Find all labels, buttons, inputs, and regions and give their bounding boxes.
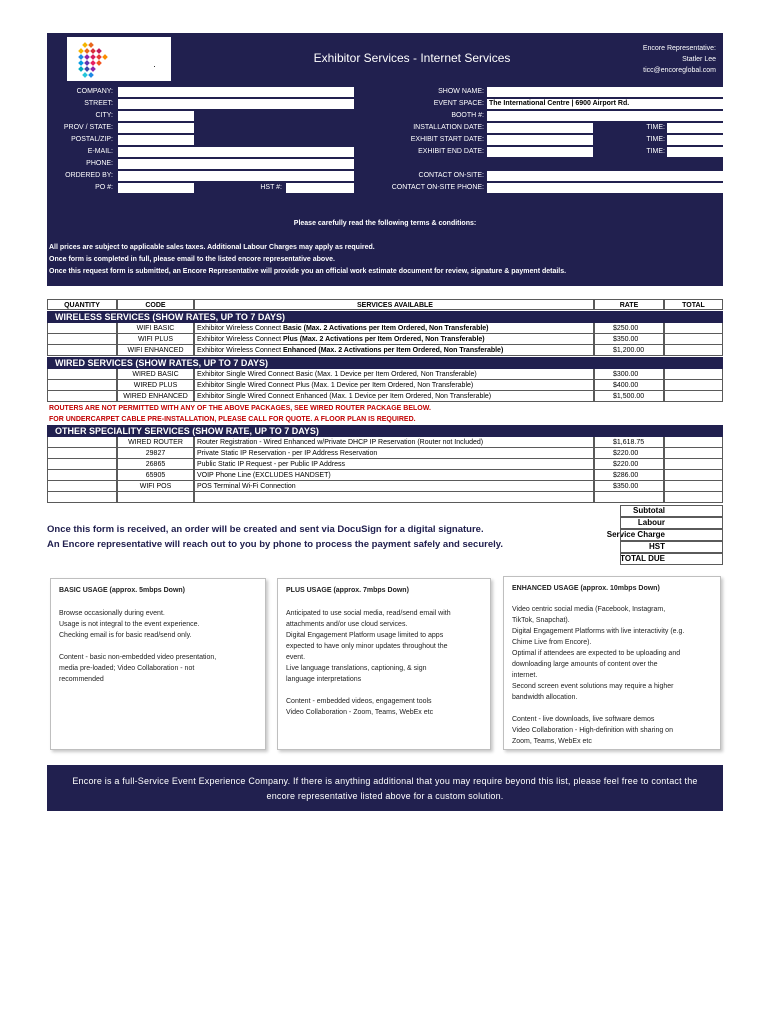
- quantity-cell[interactable]: [47, 437, 117, 448]
- description-cell: Router Registration - Wired Enhanced w/Private DHCP IP Reservation (Router not Included): [194, 437, 594, 448]
- table-row: [47, 369, 723, 380]
- plus-usage-content: [286, 696, 482, 718]
- quantity-cell[interactable]: [47, 481, 117, 492]
- code-cell: 65905: [117, 470, 194, 481]
- total-cell: [664, 345, 723, 356]
- description-cell: [194, 323, 594, 334]
- plus-line: expected to have only minor updates throughout the: [286, 643, 448, 650]
- basic-usage-content: [59, 652, 257, 685]
- city-label: CITY:: [95, 112, 113, 119]
- footer-banner: [47, 765, 723, 811]
- table-row: [47, 380, 723, 391]
- booth-field[interactable]: [487, 111, 723, 121]
- quantity-cell[interactable]: [47, 334, 117, 345]
- contact-onsite-label: CONTACT ON-SITE:: [418, 172, 484, 179]
- table-row: [47, 492, 723, 503]
- code-cell: WIRED ENHANCED: [117, 391, 194, 402]
- total-cell: [664, 334, 723, 345]
- code-cell: 26865: [117, 459, 194, 470]
- undercarpet-warning-text: FOR UNDERCARPET CABLE PRE-INSTALLATION, PLEASE CALL FOR QUOTE. A FLOOR PLAN IS REQUIRED.: [49, 416, 416, 423]
- total-header: TOTAL: [664, 299, 723, 310]
- enhanced-line: Digital Engagement Platforms with live interactivity (e.g.: [512, 628, 685, 635]
- exhibit-end-time-field[interactable]: [667, 147, 723, 157]
- plus-usage-box: [277, 578, 491, 750]
- description-cell: VOIP Phone Line (EXCLUDES HANDSET): [194, 470, 594, 481]
- rate-cell: $220.00: [594, 448, 664, 459]
- labour-field[interactable]: [620, 517, 723, 529]
- basic-line: Usage is not integral to the event experience.: [59, 621, 200, 628]
- code-cell: WIFI ENHANCED: [117, 345, 194, 356]
- rep-email: ticc@encoreglobal.com: [643, 67, 716, 74]
- plus-line: language interpretations: [286, 676, 362, 683]
- enhanced-line: downloading large amounts of content over the: [512, 661, 658, 668]
- terms-line-2: Once form is completed in full, please email to the listed encore representative above.: [49, 256, 335, 263]
- plus-line: Video Collaboration - Zoom, Teams, WebEx etc: [286, 709, 434, 716]
- subtotal-label: Subtotal: [633, 506, 665, 515]
- table-row: [47, 448, 723, 459]
- hst-total-field[interactable]: [620, 541, 723, 553]
- ordered-by-field[interactable]: [118, 171, 354, 181]
- hst-total-label: HST: [649, 542, 665, 551]
- terms-line-1: All prices are subject to applicable sales taxes. Additional Labour Charges may apply as required.: [49, 244, 375, 251]
- prov-state-label: PROV / STATE:: [63, 124, 113, 131]
- enhanced-usage-title: ENHANCED USAGE (approx. 10mbps Down): [512, 585, 660, 592]
- basic-line: Browse occasionally during event.: [59, 610, 165, 617]
- enhanced-line: Second screen event solutions may require a higher: [512, 683, 674, 690]
- rate-cell: $250.00: [594, 323, 664, 334]
- code-cell: 29827: [117, 448, 194, 459]
- subtotal-field[interactable]: [620, 505, 723, 517]
- rate-cell: $350.00: [594, 481, 664, 492]
- quantity-cell[interactable]: [47, 459, 117, 470]
- rep-name: Statler Lee: [682, 56, 716, 63]
- page-title: Exhibitor Services - Internet Services: [313, 51, 511, 65]
- description-cell: Exhibitor Single Wired Connect Basic (Max. 1 Device per Item Ordered, Non Transferable): [194, 369, 594, 380]
- exhibit-start-time-label: TIME:: [646, 136, 665, 143]
- table-row: [47, 323, 723, 334]
- service-charge-label: Service Charge: [606, 530, 665, 539]
- event-space-field[interactable]: The International Centre | 6900 Airport Rd.: [487, 99, 723, 109]
- rate-cell: $286.00: [594, 470, 664, 481]
- installation-date-field[interactable]: [487, 123, 593, 133]
- contact-onsite-phone-field[interactable]: [487, 183, 723, 193]
- quantity-cell[interactable]: [47, 345, 117, 356]
- quantity-cell[interactable]: [47, 323, 117, 334]
- quantity-header: QUANTITY: [47, 299, 117, 310]
- email-field[interactable]: [118, 147, 354, 157]
- description-bold-text: Basic (Max. 2 Activations per Item Ordered, Non Transferable): [282, 325, 489, 332]
- description-cell: Exhibitor Single Wired Connect Plus (Max. 1 Device per Item Ordered, Non Transferable): [194, 380, 594, 391]
- description-cell: [194, 345, 594, 356]
- enhanced-line: Optimal if attendees are expected to be uploading and: [512, 650, 681, 657]
- plus-line: Live language translations, captioning, & sign: [286, 665, 427, 672]
- exhibit-start-date-label: EXHIBIT START DATE:: [410, 136, 484, 143]
- quantity-cell[interactable]: [47, 369, 117, 380]
- total-cell: [664, 380, 723, 391]
- terms-heading: Please carefully read the following terms & conditions:: [293, 220, 477, 227]
- contact-onsite-field[interactable]: [487, 171, 723, 181]
- quantity-cell[interactable]: [47, 391, 117, 402]
- code-cell: WIFI BASIC: [117, 323, 194, 334]
- total-cell: [664, 369, 723, 380]
- contact-onsite-phone-label: CONTACT ON-SITE PHONE:: [391, 184, 484, 191]
- basic-usage-title: BASIC USAGE (approx. 5mbps Down): [59, 587, 186, 594]
- rate-cell: [594, 492, 664, 503]
- table-row: [47, 334, 723, 345]
- exhibit-start-date-field[interactable]: [487, 135, 593, 145]
- order-info-panel: [47, 83, 723, 286]
- enhanced-line: Video Collaboration - High-definition with sharing on: [512, 727, 673, 734]
- service-charge-field[interactable]: [620, 529, 723, 541]
- exhibit-end-date-label: EXHIBIT END DATE:: [418, 148, 484, 155]
- quantity-cell[interactable]: [47, 470, 117, 481]
- booth-label: BOOTH #:: [451, 112, 484, 119]
- code-cell: WIRED BASIC: [117, 369, 194, 380]
- basic-line: Checking email is for basic read/send only.: [59, 632, 192, 639]
- rate-cell: $350.00: [594, 334, 664, 345]
- total-cell: [664, 448, 723, 459]
- table-row: [47, 345, 723, 356]
- enhanced-line: Video centric social media (Facebook, Instagram,: [512, 606, 666, 613]
- description-text: Exhibitor Wireless Connect: [197, 336, 283, 343]
- table-row: [47, 470, 723, 481]
- enhanced-usage-box: [503, 576, 721, 750]
- total-cell: [664, 437, 723, 448]
- company-field[interactable]: [118, 87, 354, 97]
- docusign-line-2: An Encore representative will reach out to you by phone to process the payment safely and securely.: [47, 539, 503, 550]
- enhanced-line: Chime Live from Encore).: [512, 639, 592, 646]
- description-cell: Private Static IP Reservation - per IP Address Reservation: [194, 448, 594, 459]
- hst-label: HST #:: [260, 184, 282, 191]
- router-warning-text: ROUTERS ARE NOT PERMITTED WITH ANY OF THE ABOVE PACKAGES, SEE WIRED ROUTER PACKAGE BELOW.: [49, 405, 431, 412]
- code-cell: WIFI PLUS: [117, 334, 194, 345]
- exhibit-end-date-field[interactable]: [487, 147, 593, 157]
- description-bold-text: Plus (Max. 2 Activations per Item Ordered, Non Transferable): [282, 336, 485, 343]
- description-cell: Exhibitor Single Wired Connect Enhanced (Max. 1 Device per Item Ordered, Non Transferable): [194, 391, 594, 402]
- quantity-cell[interactable]: [47, 448, 117, 459]
- rate-cell: $1,618.75: [594, 437, 664, 448]
- terms-line-3: Once this request form is submitted, an Encore Representative will provide you an official work estimate document for review, signature & payment details.: [49, 268, 567, 275]
- description-cell: POS Terminal Wi-Fi Connection: [194, 481, 594, 492]
- total-cell: [664, 323, 723, 334]
- phone-field[interactable]: [118, 159, 354, 169]
- code-header: CODE: [117, 299, 194, 310]
- description-text: Exhibitor Wireless Connect: [197, 347, 283, 354]
- postal-zip-label: POSTAL/ZIP:: [71, 136, 113, 143]
- description-text: Exhibitor Wireless Connect: [197, 325, 283, 332]
- other-section-title: OTHER SPECIALITY SERVICES (SHOW RATE, UP TO 7 DAYS): [47, 425, 723, 437]
- code-cell: WIRED ROUTER: [117, 437, 194, 448]
- table-row: [47, 481, 723, 492]
- code-cell: WIFI POS: [117, 481, 194, 492]
- plus-line: attachments and/or use cloud services.: [286, 621, 408, 628]
- show-name-label: SHOW NAME:: [438, 88, 484, 95]
- exhibit-start-time-field[interactable]: [667, 135, 723, 145]
- table-row: [47, 391, 723, 402]
- code-cell: WIRED PLUS: [117, 380, 194, 391]
- table-row: [47, 437, 723, 448]
- rate-cell: $220.00: [594, 459, 664, 470]
- total-cell: [664, 391, 723, 402]
- po-number-field[interactable]: [118, 183, 194, 193]
- description-bold-text: Enhanced (Max. 2 Activations per Item Ordered, Non Transferable): [282, 347, 504, 354]
- enhanced-line: bandwidth allocation.: [512, 694, 578, 701]
- street-field[interactable]: [118, 99, 354, 109]
- plus-line: Content - embedded videos, engagement tools: [286, 698, 432, 705]
- installation-date-label: INSTALLATION DATE:: [413, 124, 484, 131]
- docusign-notice: [47, 522, 503, 552]
- total-due-label: TOTAL DUE: [620, 554, 665, 563]
- show-name-field[interactable]: [487, 87, 723, 97]
- plus-line: Anticipated to use social media, read/send email with: [286, 610, 451, 617]
- basic-usage-desc: [59, 608, 257, 641]
- plus-usage-title: PLUS USAGE (approx. 7mbps Down): [286, 587, 409, 594]
- plus-line: Digital Engagement Platform usage limited to apps: [286, 632, 444, 639]
- enhanced-line: Zoom, Teams, WebEx etc: [512, 738, 592, 745]
- undercarpet-warning: [47, 414, 723, 425]
- event-space-label: EVENT SPACE:: [433, 100, 484, 107]
- basic-line: recommended: [59, 676, 104, 683]
- email-label: E-MAIL:: [87, 148, 113, 155]
- header-bar: [47, 33, 723, 83]
- wireless-section-title: WIRELESS SERVICES (SHOW RATES, UP TO 7 DAYS): [47, 311, 723, 323]
- description-cell: Public Static IP Request - per Public IP Address: [194, 459, 594, 470]
- rate-cell: $1,200.00: [594, 345, 664, 356]
- enhanced-line: TikTok, Snapchat).: [512, 617, 570, 624]
- wired-section-title: WIRED SERVICES (SHOW RATES, UP TO 7 DAYS): [47, 357, 723, 369]
- company-label: COMPANY:: [76, 88, 113, 95]
- plus-usage-desc: [286, 608, 482, 685]
- street-label: STREET:: [84, 100, 113, 107]
- description-cell: [194, 334, 594, 345]
- postal-zip-field[interactable]: [118, 135, 194, 145]
- encore-logo: [67, 37, 171, 81]
- enhanced-usage-content: [512, 714, 712, 747]
- table-header-row: [47, 299, 723, 310]
- basic-line: media pre-loaded; Video Collaboration - not: [59, 665, 195, 672]
- exhibit-end-time-label: TIME:: [646, 148, 665, 155]
- footer-text: Encore is a full-Service Event Experience Company. If there is anything additional that you may require beyond this list, please feel free to contact the encore representative listed above for a custom solution.: [72, 776, 698, 801]
- city-field[interactable]: [118, 111, 194, 121]
- phone-label: PHONE:: [86, 160, 113, 167]
- po-number-label: PO #:: [95, 184, 113, 191]
- enhanced-line: internet.: [512, 672, 538, 679]
- ordered-by-label: ORDERED BY:: [65, 172, 113, 179]
- prov-state-field[interactable]: [118, 123, 194, 133]
- router-warning: [47, 403, 723, 414]
- total-cell: [664, 492, 723, 503]
- rate-header: RATE: [594, 299, 664, 310]
- docusign-line-1: Once this form is received, an order will be created and sent via DocuSign for a digital signature.: [47, 524, 484, 535]
- enhanced-line: Content - live downloads, live software demos: [512, 716, 655, 723]
- total-due-field[interactable]: [620, 553, 723, 565]
- basic-usage-box: [50, 578, 266, 750]
- rate-cell: $400.00: [594, 380, 664, 391]
- installation-time-field[interactable]: [667, 123, 723, 133]
- total-cell: [664, 470, 723, 481]
- rep-label: Encore Representative:: [642, 45, 716, 52]
- enhanced-usage-desc: [512, 604, 712, 703]
- rate-cell: $300.00: [594, 369, 664, 380]
- representative-info: [643, 43, 716, 76]
- total-cell: [664, 481, 723, 492]
- encore-logo-icon: [67, 37, 171, 81]
- table-row: [47, 459, 723, 470]
- description-cell: [194, 492, 594, 503]
- installation-time-label: TIME:: [646, 124, 665, 131]
- code-cell: [117, 492, 194, 503]
- quantity-cell[interactable]: [47, 380, 117, 391]
- rate-cell: $1,500.00: [594, 391, 664, 402]
- basic-line: Content - basic non-embedded video presentation,: [59, 654, 217, 661]
- total-cell: [664, 459, 723, 470]
- quantity-cell[interactable]: [47, 492, 117, 503]
- services-header: SERVICES AVAILABLE: [194, 299, 594, 310]
- plus-line: event.: [286, 654, 306, 661]
- hst-field[interactable]: [286, 183, 354, 193]
- labour-label: Labour: [637, 518, 665, 527]
